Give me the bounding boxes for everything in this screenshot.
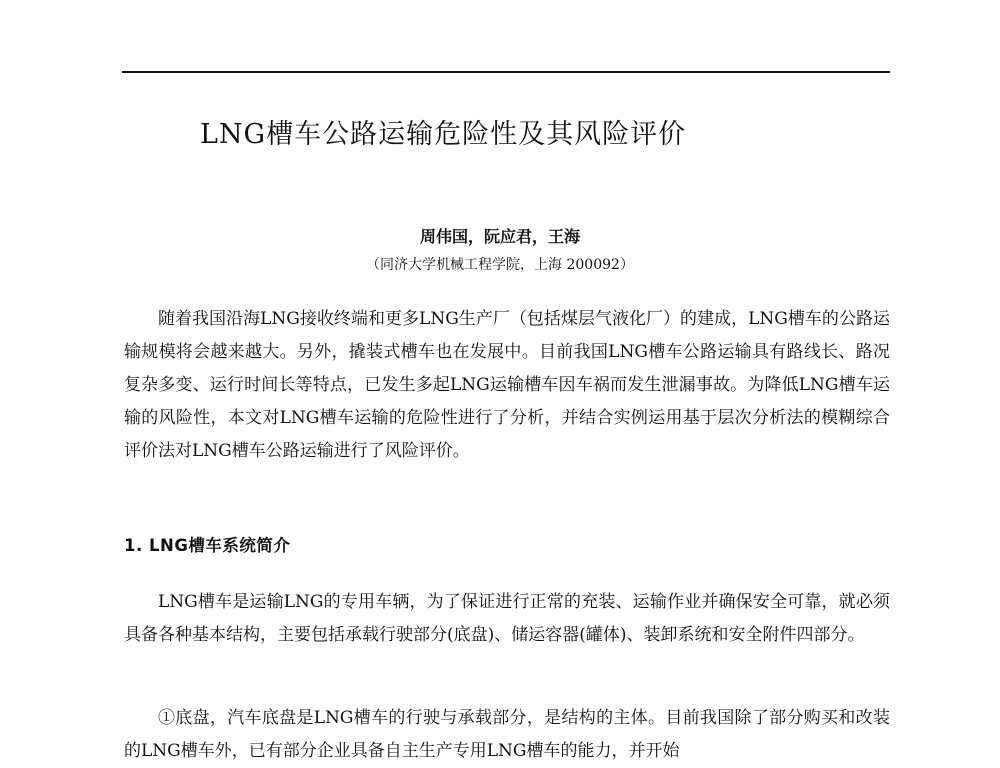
- section-paragraph: LNG槽车是运输LNG的专用车辆，为了保证进行正常的充装、运输作业并确保安全可靠，就必须具备各种基本结构，主要包括承载行驶部分(底盘)、储运容器(罐体)、装卸系统和安全附件四部分。: [124, 592, 890, 645]
- section-heading: 1. LNG槽车系统简介: [124, 536, 291, 555]
- intro-paragraph: 随着我国沿海LNG接收终端和更多LNG生产厂（包括煤层气液化厂）的建成，LNG槽车的公路运输规模将会越来越大。另外，撬装式槽车也在发展中。目前我国LNG槽车公路运输具有路线长、路况复杂多变、运行时间长等特点，已发生多起LNG运输槽车因车祸而发生泄漏事故。为降低LNG槽车运输的风险性，本文对LNG槽车运输的危险性进行了分析，并结合实例运用基于层次分析法的模糊综合评价法对LNG槽车公路运输进行了风险评价。: [124, 309, 890, 461]
- paper-title: LNG槽车公路运输危险性及其风险评价: [200, 119, 687, 150]
- author-affiliation: （同济大学机械工程学院，上海 200092）: [366, 257, 634, 273]
- section-paragraph-chassis: ①底盘，汽车底盘是LNG槽车的行驶与承载部分，是结构的主体。目前我国除了部分购买和改装的LNG槽车外，已有部分企业具备自主生产专用LNG槽车的能力，并开始: [124, 708, 890, 761]
- header-rule: [122, 71, 890, 73]
- author-list: 周伟国，阮应君，王海: [419, 227, 580, 246]
